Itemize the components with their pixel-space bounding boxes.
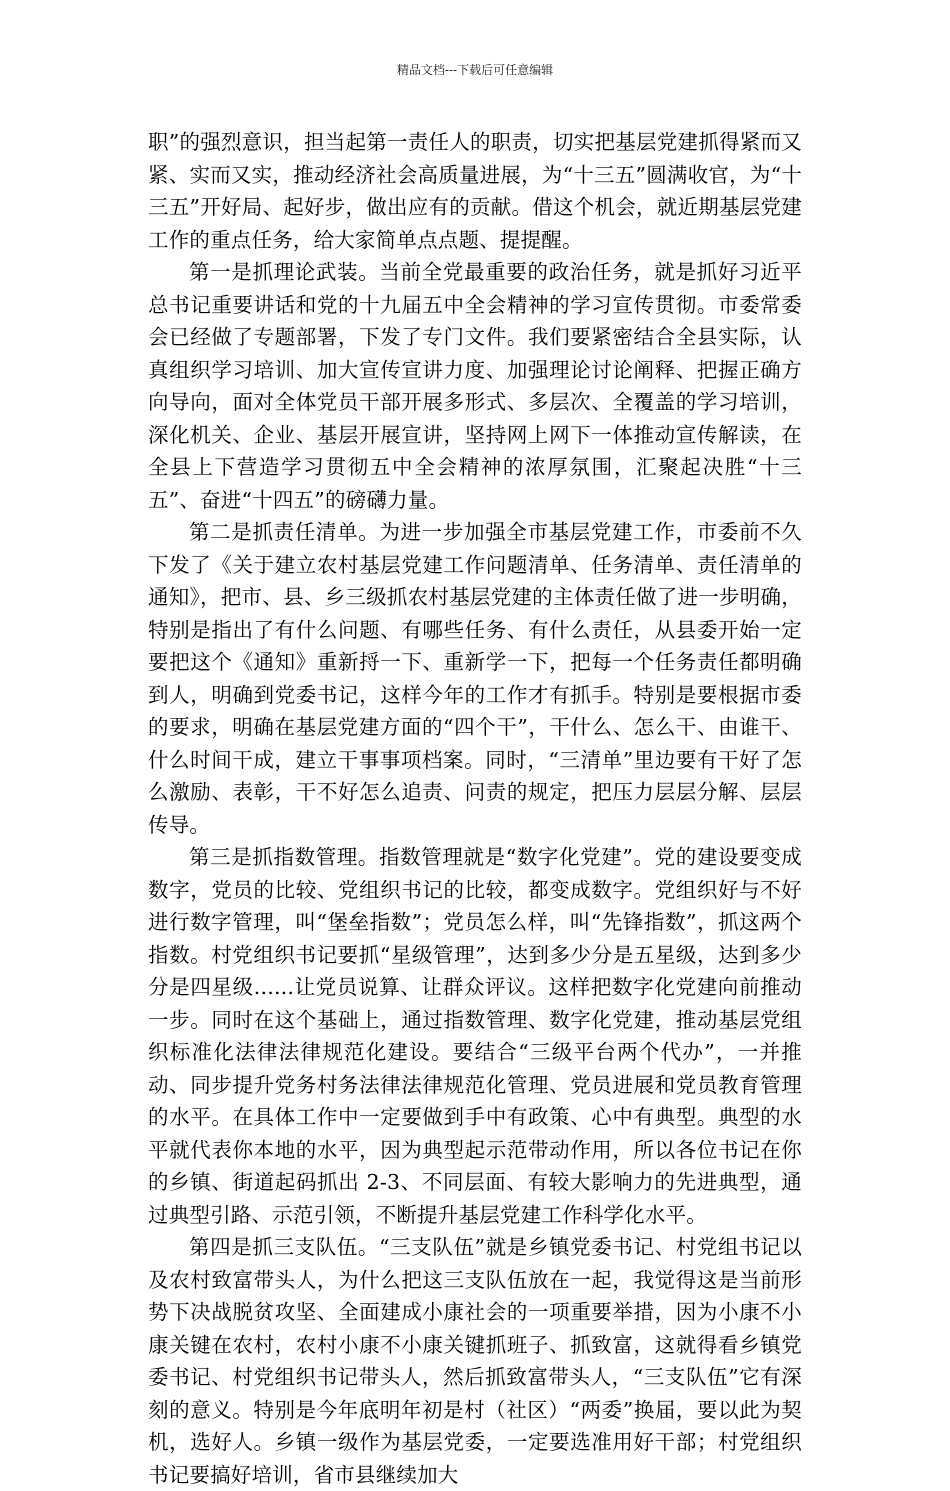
paragraph-three-teams: 第四是抓三支队伍。“三支队伍”就是乡镇党委书记、村党组书记以及农村致富带头人，为什么把这三支队伍放在一起，我觉得这是当前形势下决战脱贫攻坚、全面建成小康社会的一项重要举措，因为小康不小康关键在农村，农村小康不小康关键抓班子、抓致富，这就得看乡镇党委书记、村党组织书记带头人，然后抓致富带头人，“三支队伍”它有深刻的意义。特别是今年底明年初是村（社区）“两委”换届，要以此为契机，选好人。乡镇一级作为基层党委，一定要选准用好干部；村党组织书记要搞好培训，省市县继续加大: [148, 1235, 802, 1487]
paragraph-index-management: 第三是抓指数管理。指数管理就是“数字化党建”。党的建设要变成数字，党员的比较、党组织书记的比较，都变成数字。党组织好与不好进行数字管理，叫“堡垒指数”；党员怎么样，叫“先锋指数”，抓这两个指数。村党组织书记要抓“星级管理”，达到多少分是五星级，达到多少分是四星级......让党员说算、让群众评议。这样把数字化党建向前推动一步。同时在这个基础上，通过指数管理、数字化党建，推动基层党组织标准化法律法律规范化建设。要结合“三级平台两个代办”，一并推动、同步提升党务村务法律法律规范化管理、党员进展和党员教育管理的水平。在具体工作中一定要做到手中有政策、心中有典型。典型的水平就代表你本地的水平，因为典型起示范带动作用，所以各位书记在你的乡镇、街道起码抓出 2-3、不同层面、有较大影响力的先进典型，通过典型引路、示范引领，不断提升基层党建工作科学化水平。: [148, 845, 802, 1227]
paragraph-continuation: 职”的强烈意识，担当起第一责任人的职责，切实把基层党建抓得紧而又紧、实而又实，推动经济社会高质量进展，为“十三五”圆满收官，为“十三五”开好局、起好步，做出应有的贡献。借这个机会，就近期基层党建工作的重点任务，给大家简单点点题、提提醒。: [148, 130, 802, 252]
paragraph-theory-study: 第一是抓理论武装。当前全党最重要的政治任务，就是抓好习近平总书记重要讲话和党的十九届五中全会精神的学习宣传贯彻。市委常委会已经做了专题部署，下发了专门文件。我们要紧密结合全县实际，认真组织学习培训、加大宣传宣讲力度、加强理论讨论阐释、把握正确方向导向，面对全体党员干部开展多形式、多层次、全覆盖的学习培训，深化机关、企业、基层开展宣讲，坚持网上网下一体推动宣传解读，在全县上下营造学习贯彻五中全会精神的浓厚氛围，汇聚起决胜“十三五”、奋进“十四五”的磅礴力量。: [148, 260, 802, 512]
page-header: 精品文档---下载后可任意编辑: [396, 63, 554, 77]
paragraph-responsibility-list: 第二是抓责任清单。为进一步加强全市基层党建工作，市委前不久下发了《关于建立农村基层党建工作问题清单、任务清单、责任清单的通知》，把市、县、乡三级抓农村基层党建的主体责任做了进一步明确，特别是指出了有什么问题、有哪些任务、有什么责任，从县委开始一定要把这个《通知》重新捋一下、重新学一下，把每一个任务责任都明确到人，明确到党委书记，这样今年的工作才有抓手。特别是要根据市委的要求，明确在基层党建方面的“四个干”，干什么、怎么干、由谁干、什么时间干成，建立干事事项档案。同时，“三清单”里边要有干好了怎么激励、表彰，干不好怎么追责、问责的规定，把压力层层分解、层层传导。: [148, 520, 802, 837]
document-body: [148, 126, 802, 1491]
